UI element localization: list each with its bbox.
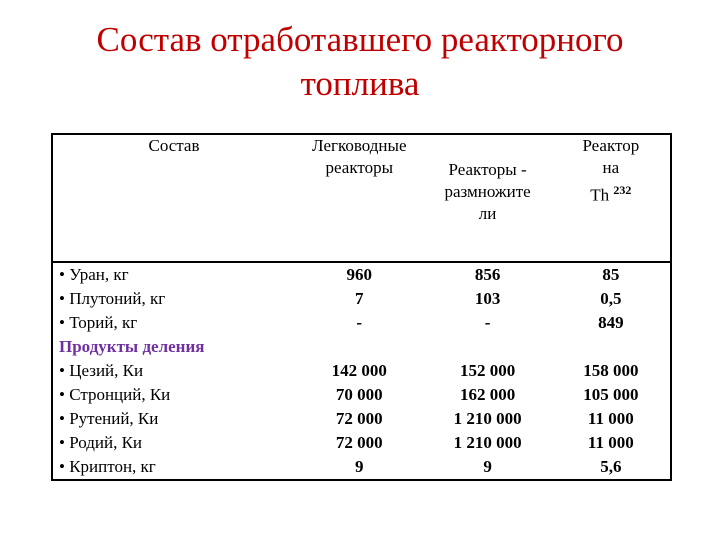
table-cell: 142 000 (331, 361, 387, 380)
table-cell: 85 (602, 265, 620, 284)
table-cell: - (356, 313, 363, 332)
list-item: • Цезий, Ки (59, 361, 144, 380)
table-cell: 9 (483, 457, 492, 476)
table-cell: 9 (355, 457, 364, 476)
table-cell: 72 000 (335, 409, 383, 428)
table-body-row (52, 262, 671, 480)
table-cell: 103 (474, 289, 501, 308)
table-cell: 849 (598, 313, 624, 332)
table-cell: 5,6 (600, 457, 622, 476)
header-composition: Состав (52, 134, 295, 262)
table-cell: 856 (474, 265, 501, 284)
table-cell: 11 000 (587, 409, 634, 428)
table-cell: 152 000 (459, 361, 516, 380)
spacer (552, 335, 670, 359)
list-item: • Торий, кг (59, 313, 138, 332)
header-breeder: Реакторы - размножите ли (424, 134, 552, 262)
thorium-column (552, 262, 671, 480)
table-cell: 72 000 (335, 433, 383, 452)
light-water-column (295, 262, 424, 480)
table-cell: 11 000 (587, 433, 634, 452)
table-cell: 0,5 (600, 289, 622, 308)
breeder-column (424, 262, 552, 480)
table-cell: 70 000 (335, 385, 383, 404)
thorium-isotope-number: 232 (613, 183, 632, 197)
slide-title (0, 18, 720, 106)
table-header-row (52, 134, 671, 262)
table-cell: 7 (355, 289, 364, 308)
table-cell: 1 210 000 (453, 433, 522, 452)
composition-column (52, 262, 295, 480)
fission-products-label: Продукты деления (59, 337, 205, 356)
spacer (424, 335, 552, 359)
list-item: • Стронций, Ки (59, 385, 171, 404)
slide-title-line-2: топлива (300, 64, 420, 103)
table-cell: 960 (346, 265, 373, 284)
list-item: • Родий, Ки (59, 433, 143, 452)
table-cell: 158 000 (583, 361, 639, 380)
table-cell: 162 000 (459, 385, 516, 404)
header-thorium: Реактор на Th $^{232}$ (552, 134, 671, 262)
table-cell: - (484, 313, 491, 332)
list-item: • Рутений, Ки (59, 409, 159, 428)
list-item: • Криптон, кг (59, 457, 156, 476)
table-cell: 1 210 000 (453, 409, 522, 428)
spent-fuel-table (51, 133, 672, 481)
header-light-water: Легководные реакторы (295, 134, 424, 262)
table-cell: 105 000 (583, 385, 639, 404)
slide-title-line-1: Состав отработавшего реакторного (96, 20, 624, 59)
list-item: • Уран, кг (59, 265, 129, 284)
list-item: • Плутоний, кг (59, 289, 166, 308)
spacer (295, 335, 424, 359)
